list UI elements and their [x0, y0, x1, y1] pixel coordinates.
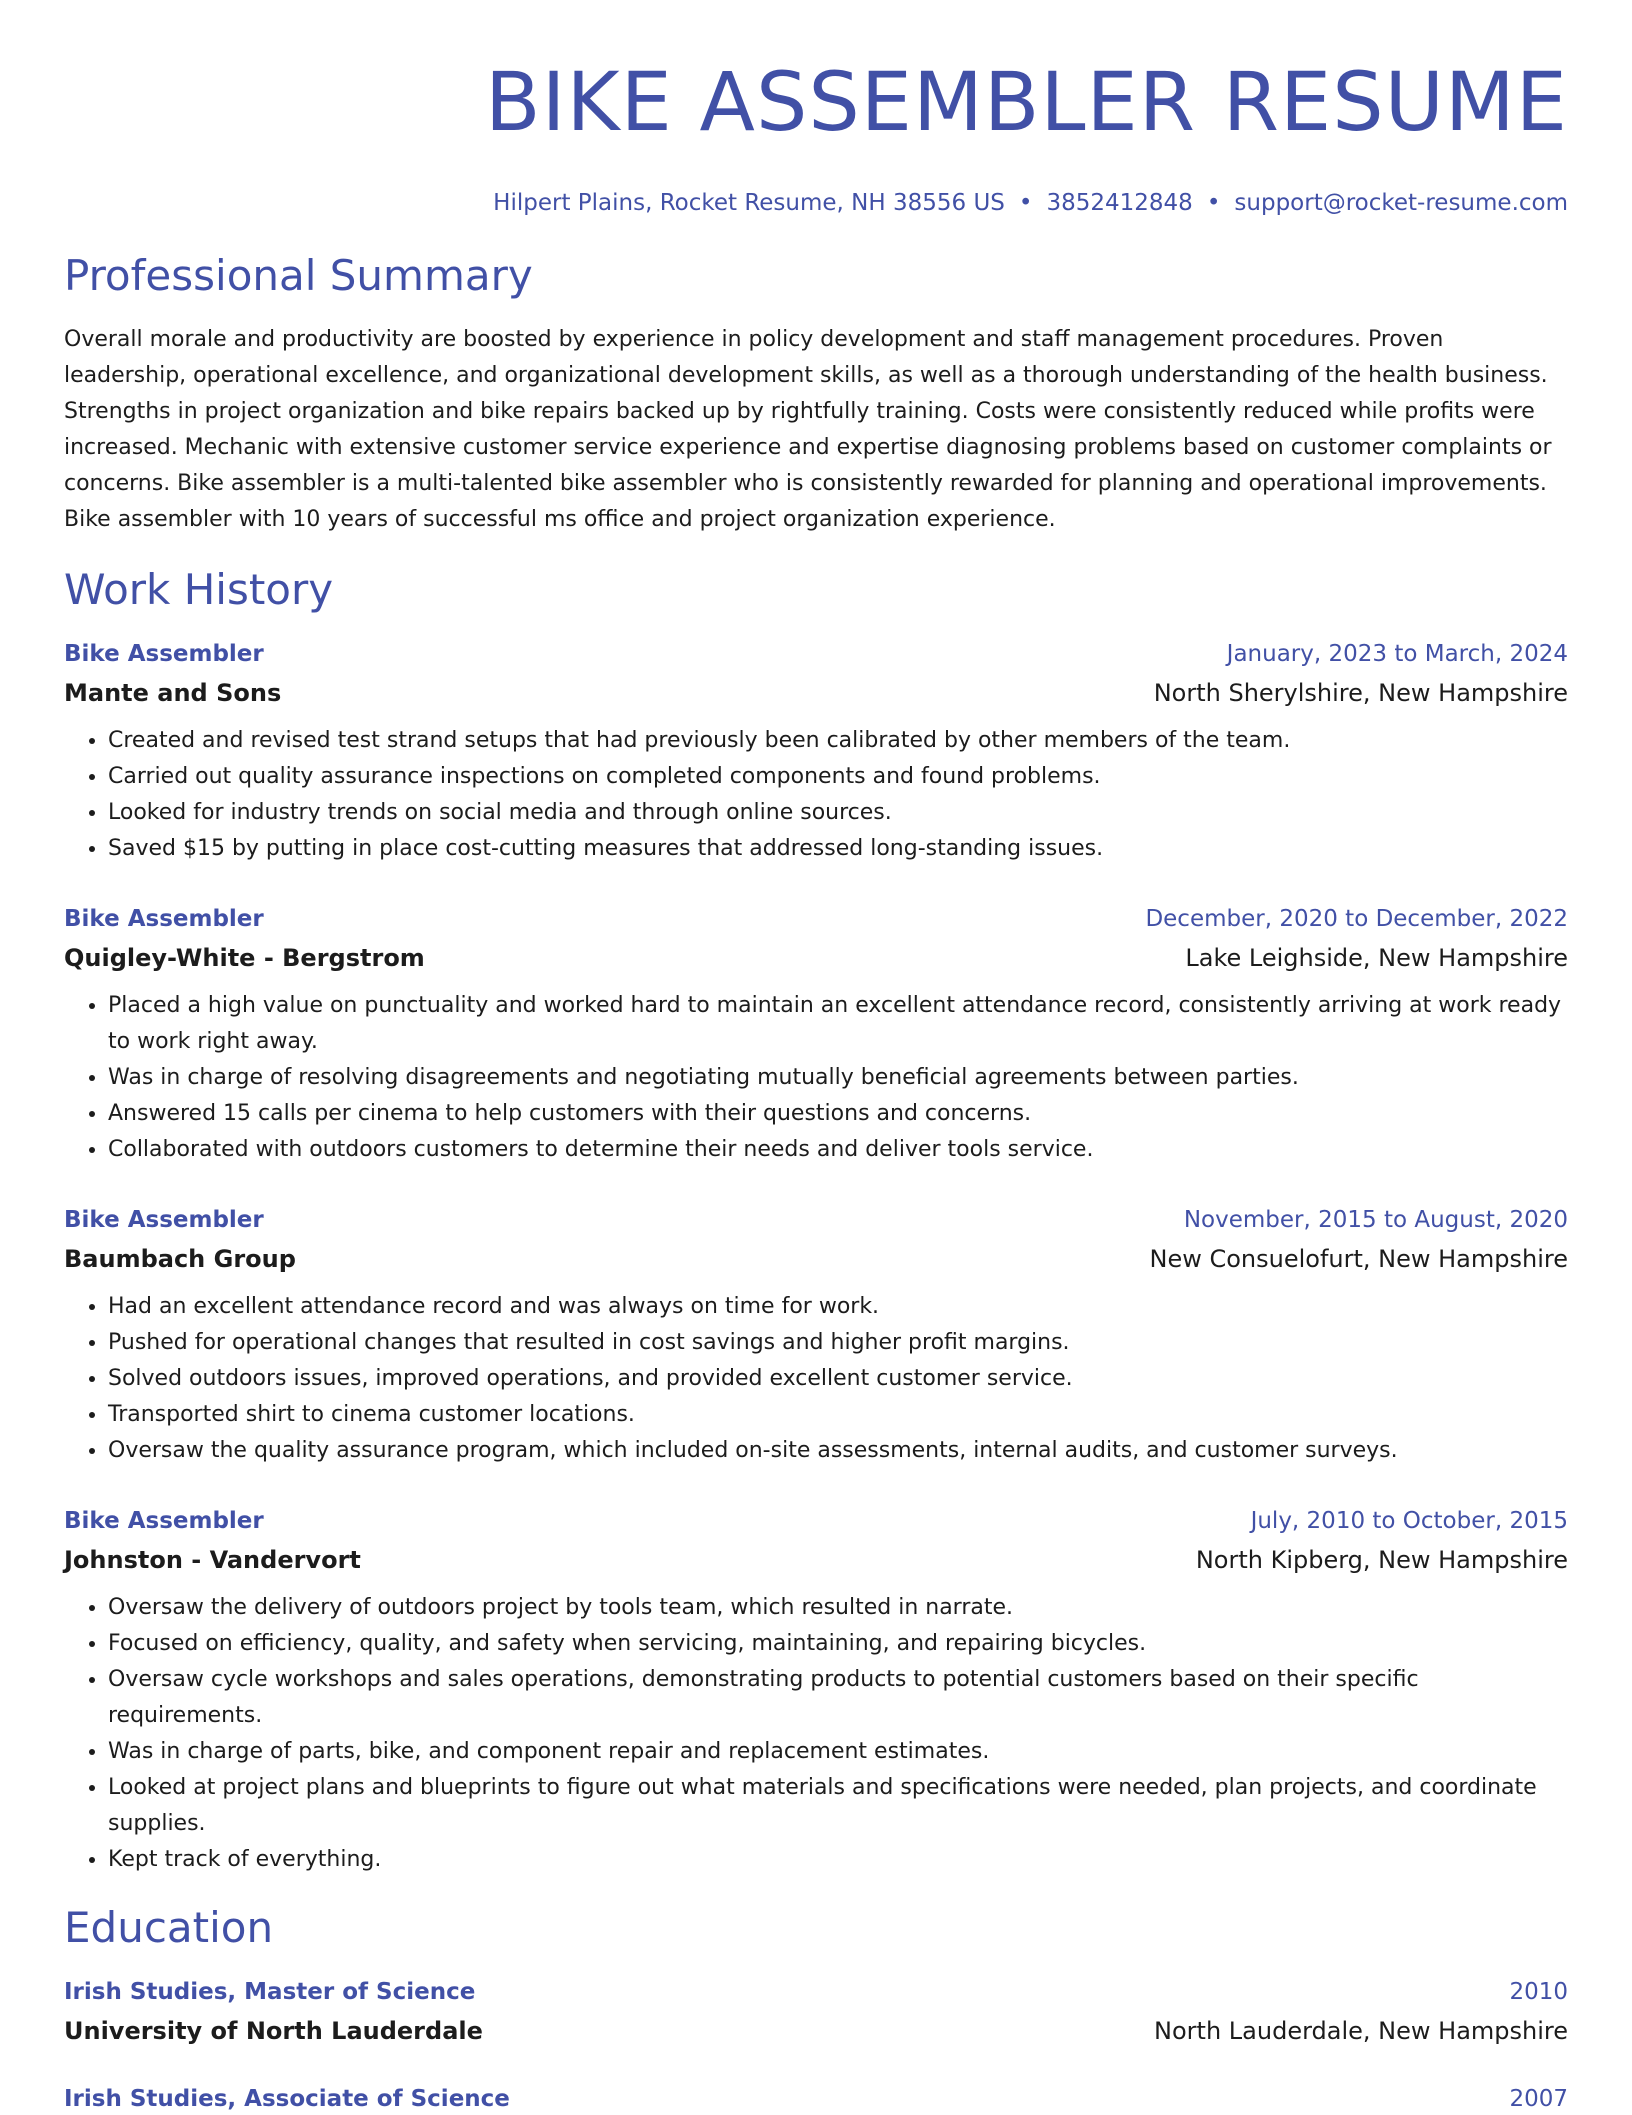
- job-dates: July, 2010 to October, 2015: [1250, 1508, 1568, 1534]
- resume-title: BIKE ASSEMBLER RESUME: [485, 56, 1568, 150]
- job-bullets: [64, 1289, 1568, 1469]
- job-bullet: • Carried out quality assurance inspections on completed components and found problems.: [108, 759, 1568, 795]
- job-title: Bike Assembler: [64, 1508, 264, 1534]
- job-bullet: • Looked at project plans and blueprints to figure out what materials and specifications were needed, plan projects, and coordinate supplies.: [108, 1770, 1568, 1842]
- job-bullet: • Created and revised test strand setups that had previously been calibrated by other members of the team.: [108, 723, 1568, 759]
- education-school: University of North Lauderdale: [64, 2017, 483, 2045]
- job-company: Quigley-White - Bergstrom: [64, 944, 425, 972]
- job-location: New Consuelofurt, New Hampshire: [1149, 1245, 1568, 1273]
- job-bullets: [64, 723, 1568, 867]
- job-bullet: • Pushed for operational changes that resulted in cost savings and higher profit margins.: [108, 1325, 1568, 1361]
- job-bullet: • Oversaw the quality assurance program, which included on-site assessments, internal audits, and customer surveys.: [108, 1433, 1568, 1469]
- job-bullet: • Transported shirt to cinema customer locations.: [108, 1397, 1568, 1433]
- education-degree: Irish Studies, Master of Science: [64, 1979, 476, 2005]
- job-company: Baumbach Group: [64, 1245, 296, 1273]
- contact-phone: 3852412848: [1046, 190, 1193, 216]
- job-dates: January, 2023 to March, 2024: [1226, 641, 1568, 667]
- job-bullet: • Kept track of everything.: [108, 1842, 1568, 1878]
- job-company: Mante and Sons: [64, 679, 282, 707]
- job-bullet: • Placed a high value on punctuality and worked hard to maintain an excellent attendance record, consistently arriving at work ready to work right away.: [108, 988, 1568, 1060]
- job-bullet: • Answered 15 calls per cinema to help customers with their questions and concerns.: [108, 1096, 1568, 1132]
- job-bullet: • Saved $15 by putting in place cost-cutting measures that addressed long-standing issues.: [108, 831, 1568, 867]
- work-history-section: [64, 562, 1568, 1878]
- job-bullets: [64, 1590, 1568, 1878]
- summary-section: [64, 248, 1568, 538]
- education-section: [64, 1900, 1568, 2115]
- education-entry: [64, 1976, 1568, 2047]
- contact-separator: •: [1018, 190, 1033, 216]
- education-degree: Irish Studies, Associate of Science: [64, 2086, 510, 2112]
- job-bullet: • Focused on efficiency, quality, and safety when servicing, maintaining, and repairing bicycles.: [108, 1626, 1568, 1662]
- job-bullet: • Collaborated with outdoors customers to determine their needs and deliver tools service.: [108, 1132, 1568, 1168]
- job-dates: November, 2015 to August, 2020: [1183, 1207, 1568, 1233]
- resume-header: [64, 0, 1568, 218]
- contact-address: Hilpert Plains, Rocket Resume, NH 38556 US: [493, 190, 1005, 216]
- contact-email[interactable]: support@rocket-resume.com: [1234, 190, 1568, 216]
- job-entry: [64, 1505, 1568, 1878]
- job-bullet: • Oversaw the delivery of outdoors project by tools team, which resulted in narrate.: [108, 1590, 1568, 1626]
- education-entry: [64, 2083, 1568, 2115]
- job-title: Bike Assembler: [64, 906, 264, 932]
- job-entry: [64, 903, 1568, 1168]
- summary-text: Overall morale and productivity are boosted by experience in policy development and staff management procedures. Proven leadership, operational excellence, and organizational development skills, as well as a thorough understanding of the health business. Strengths in project organization and bike repairs backed up by rightfully training. Costs were consistently reduced while profits were increased. Mechanic with extensive customer service experience and expertise diagnosing problems based on customer complaints or concerns. Bike assembler is a multi-talented bike assembler who is consistently rewarded for planning and operational improvements. Bike assembler with 10 years of successful ms office and project organization experience.: [64, 327, 1552, 532]
- job-location: North Sherylshire, New Hampshire: [1153, 679, 1568, 707]
- job-entry: [64, 638, 1568, 867]
- education-location: North Lauderdale, New Hampshire: [1154, 2017, 1568, 2045]
- job-bullet: • Was in charge of resolving disagreements and negotiating mutually beneficial agreements between parties.: [108, 1060, 1568, 1096]
- job-company: Johnston - Vandervort: [64, 1546, 361, 1574]
- job-entry: [64, 1204, 1568, 1469]
- job-location: Lake Leighside, New Hampshire: [1185, 944, 1568, 972]
- job-title: Bike Assembler: [64, 641, 264, 667]
- job-dates: December, 2020 to December, 2022: [1145, 906, 1568, 932]
- job-bullet: • Was in charge of parts, bike, and component repair and replacement estimates.: [108, 1734, 1568, 1770]
- section-heading-education: Education: [64, 1903, 274, 1952]
- job-bullet: • Had an excellent attendance record and was always on time for work.: [108, 1289, 1568, 1325]
- job-bullet: • Looked for industry trends on social media and through online sources.: [108, 795, 1568, 831]
- job-bullets: [64, 988, 1568, 1168]
- contact-separator: •: [1206, 190, 1221, 216]
- job-title: Bike Assembler: [64, 1207, 264, 1233]
- contact-line: [64, 188, 1568, 218]
- section-heading-work-history: Work History: [64, 565, 334, 614]
- job-bullet: • Solved outdoors issues, improved operations, and provided excellent customer service.: [108, 1361, 1568, 1397]
- job-bullet: • Oversaw cycle workshops and sales operations, demonstrating products to potential customers based on their specific requirements.: [108, 1662, 1568, 1734]
- job-location: North Kipberg, New Hampshire: [1195, 1546, 1568, 1574]
- education-year: 2010: [1509, 1979, 1568, 2005]
- section-heading-summary: Professional Summary: [64, 251, 533, 300]
- education-year: 2007: [1509, 2086, 1568, 2112]
